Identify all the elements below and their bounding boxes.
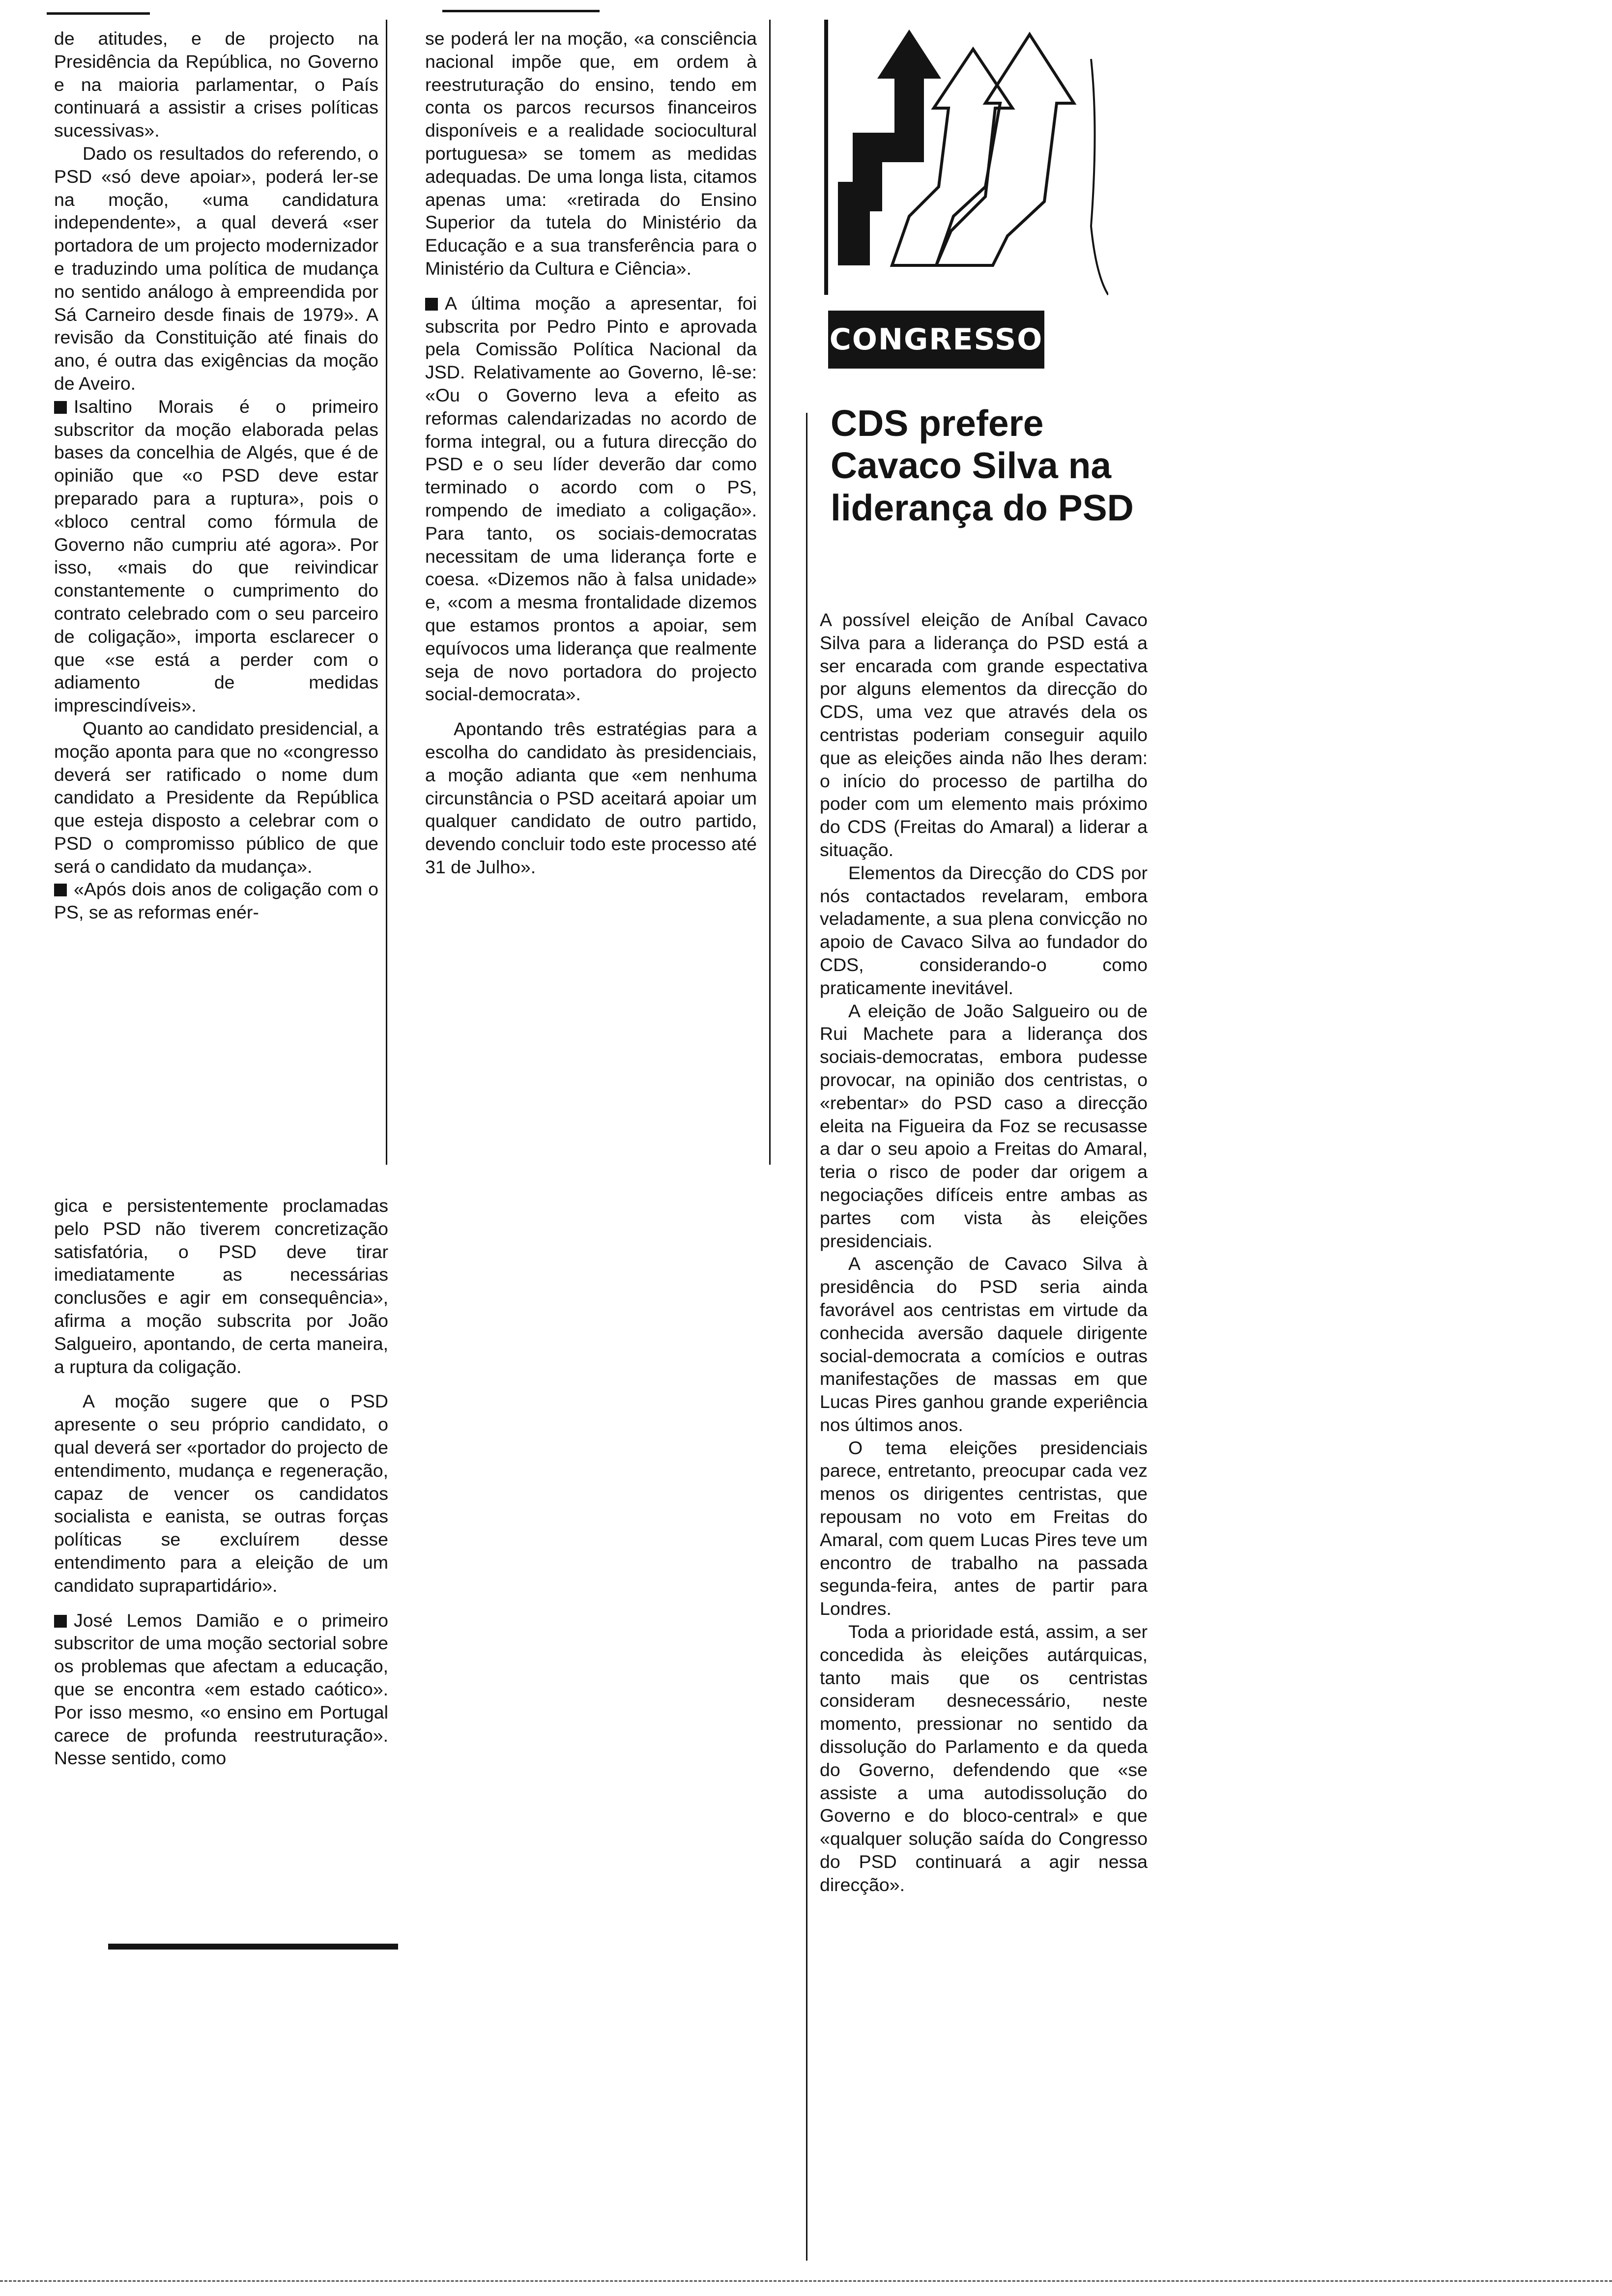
paragraph: gica e persistentemente proclamadas pelo PSD não tiverem concretização satisfatória, o PSD deve tirar imediatamente as necessárias conclusões e agir em consequência», afirma a moção subscrita por João Salgueiro, apontando, de certa maneira, a ruptura da coligação.: [54, 1195, 388, 1377]
section-tag: CONGRESSO: [828, 311, 1044, 369]
paragraph: O tema eleições presidenciais parece, entretanto, preocupar cada vez menos os dirigentes centristas, que repousam no voto em Freitas do Amaral, com quem Lucas Pires teve um encontro de trabalho na passada segunda-feira, antes de partir para Londres.: [820, 1437, 1148, 1619]
paragraph: «Após dois anos de coligação com o PS, se as reformas enér-: [54, 879, 378, 923]
paragraph: se poderá ler na moção, «a consciência nacional impõe que, em ordem à reestruturação do ensino, tendo em conta os parcos recursos financeiros disponíveis e a realidade sociocultural portuguesa» se tomem as medidas adequadas. De uma longa lista, citamos apenas uma: «retirada do Ensino Superior da tutela do Ministério da Educação e a sua transferência para o Ministério da Cultura e Ciência».: [425, 28, 757, 279]
paragraph: de atitudes, e de projecto na Presidência da República, no Governo e na maioria parlamentar, o País continuará a assistir a crises políticas sucessivas».: [54, 28, 378, 141]
paragraph: Elementos da Direcção do CDS por nós contactados revelaram, embora veladamente, a sua plena convicção no apoio de Cavaco Silva ao fundador do CDS, considerando-o como praticamente inevitável.: [820, 862, 1148, 998]
paragraph: Quanto ao candidato presidencial, a moção aponta para que no «congresso deverá ser ratificado o nome dum candidato a Presidente da República que esteja disposto a celebrar com o PSD o compromisso público de que será o candidato da mudança».: [54, 718, 378, 877]
square-bullet-icon: [425, 298, 438, 311]
column-2-right-rule: [769, 20, 771, 1165]
square-bullet-icon: [54, 401, 67, 414]
bottom-edge-line: [0, 2280, 1612, 2282]
congress-logo-icon: [823, 20, 1108, 324]
paragraph: A ascenção de Cavaco Silva à presidência do PSD seria ainda favorável aos centristas em virtude da conhecida aversão daquele dirigente social-democrata a comícios e outras manifestações de massas em que Lucas Pires ganhou grande experiência nos últimos anos.: [820, 1253, 1148, 1435]
column-2: [425, 27, 757, 879]
column-1-bottom-rule: [108, 1944, 398, 1950]
top-rule-left: [47, 12, 150, 15]
paragraph: Apontando três estratégias para a escolha do candidato às presidenciais, a moção adianta que «em nenhuma circunstância o PSD aceitará apoiar um qualquer candidato de outro partido, devendo concluir todo este processo até 31 de Julho».: [425, 718, 757, 877]
column-1-bottom: [54, 1194, 388, 1770]
paragraph: A moção sugere que o PSD apresente o seu próprio candidato, o qual deverá ser «portador do projecto de entendimento, mudança e regeneração, capaz de vencer os candidatos socialista e eanista, se outras forças políticas se excluírem desse entendimento para a eleição de um candidato suprapartidário».: [54, 1391, 388, 1596]
headline: CDS prefere Cavaco Silva na liderança do PSD: [831, 402, 1134, 528]
paragraph: A última moção a apresentar, foi subscrita por Pedro Pinto e aprovada pela Comissão Política Nacional da JSD. Relativamente ao Governo, lê-se: «Ou o Governo leva a efeito as reformas calendarizadas no acordo de forma integral, ou a futura direcção do PSD e o seu líder deverão dar como terminado o acordo com o PS, rompendo de imediato a coligação». Para tanto, os sociais-democratas necessitam de uma liderança forte e coesa. «Dizemos não à falsa unidade» e, «com a mesma frontalidade dizemos que estamos prontos a apoiar, sem equívocos uma liderança que realmente seja de novo portadora do projecto social-democrata».: [425, 292, 757, 705]
paragraph: A eleição de João Salgueiro ou de Rui Machete para a liderança dos sociais-democratas, embora pudesse provocar, na opinião dos centristas, o «rebentar» do PSD caso a direcção eleita na Figueira da Foz se recusasse a dar o seu apoio a Freitas do Amaral, teria o risco de poder dar origem a negociações difíceis entre ambas as partes com vista às eleições presidenciais.: [820, 1000, 1148, 1251]
paragraph: Dado os resultados do referendo, o PSD «só deve apoiar», poderá ler-se na moção, «uma candidatura independente», a qual deverá «ser portadora de um projecto modernizador e traduzindo uma política de mudança no sentido análogo à empreendida por Sá Carneiro desde finais de 1979». A revisão da Constituição até finais do ano, é outra das exigências da moção de Aveiro.: [54, 143, 378, 394]
paragraph: Isaltino Morais é o primeiro subscritor da moção elaborada pelas bases da concelhia de Algés, que é de opinião que «o PSD deve estar preparado para a ruptura», pois o «bloco central como fórmula de Governo não cumpriu até agora». Por isso, «mais do que reivindicar constantemente o cumprimento do contrato celebrado com o seu parceiro de coligação», importa esclarecer o que «se está a perder com o adiamento de medidas imprescindíveis».: [54, 396, 378, 716]
top-rule-mid: [442, 10, 600, 12]
paragraph: José Lemos Damião e o primeiro subscritor de uma moção sectorial sobre os problemas que afectam a educação, que se encontra «em estado caótico». Por isso mesmo, «o ensino em Portugal carece de profunda reestruturação». Nesse sentido, como: [54, 1609, 388, 1769]
column-1-right-rule: [386, 20, 387, 1165]
square-bullet-icon: [54, 1615, 67, 1628]
square-bullet-icon: [54, 884, 67, 896]
paragraph: Toda a prioridade está, assim, a ser concedida às eleições autárquicas, tanto mais que os centristas consideram desnecessário, neste momento, pressionar no sentido da dissolução do Parlamento e da queda do Governo, defendendo que «se assiste a uma autodissolução do Governo e do bloco-central» e que «qualquer solução saída do Congresso do PSD continuará a agir nessa direcção».: [820, 1621, 1148, 1895]
column-1-top: [54, 27, 378, 924]
column-3-left-rule: [806, 413, 807, 2261]
column-3: [820, 608, 1148, 1896]
paragraph: A possível eleição de Aníbal Cavaco Silva para a liderança do PSD está a ser encarada com grande espectativa por alguns elementos da direcção do CDS, uma vez que através dela os centristas poderiam conseguir aquilo que as eleições ainda não lhes deram: o início do processo de partilha do poder com um elemento mais próximo do CDS (Freitas do Amaral) a liderar a situação.: [820, 609, 1148, 860]
